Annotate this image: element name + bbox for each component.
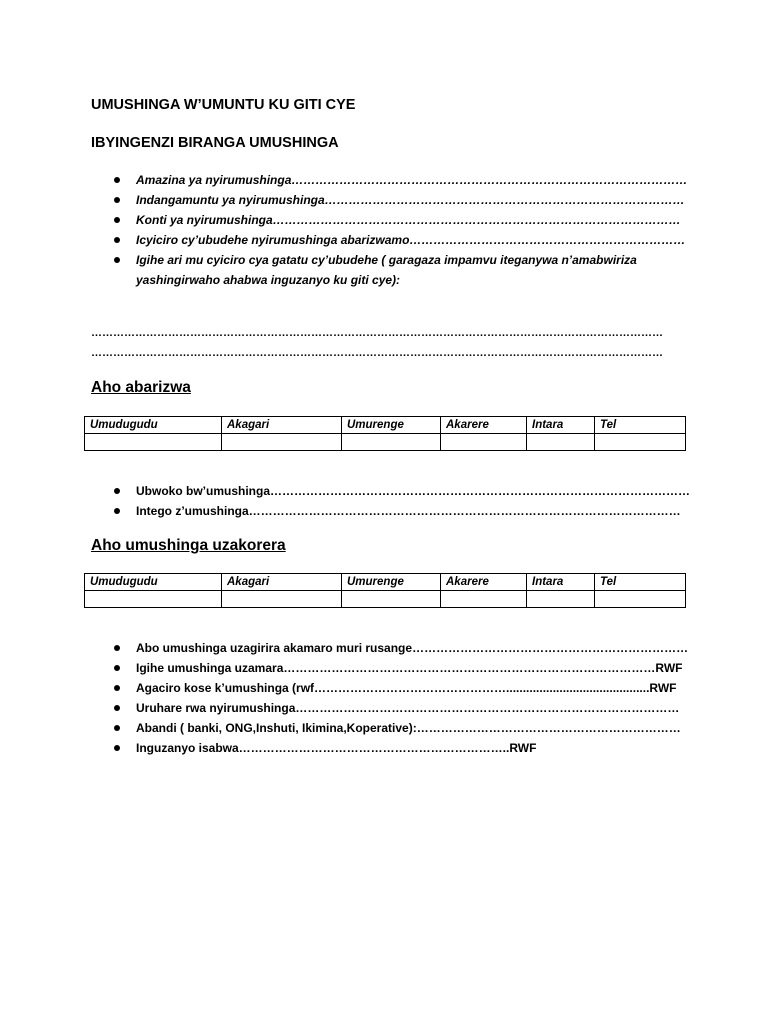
owner-contribution-field[interactable]: Uruhare rwa nyirumushinga…………………………………………………………………………………… <box>136 701 680 715</box>
bullet-icon <box>114 705 120 711</box>
list-item <box>110 738 688 758</box>
table-cell-input[interactable] <box>222 434 342 451</box>
project-duration-field[interactable]: Igihe umushinga uzamara…………………………………………………………………………………RWF <box>136 661 683 675</box>
bullet-icon <box>114 508 120 514</box>
third-category-reason-field[interactable]: Igihe ari mu cyiciro cya gatatu cy’ubudehe ( garagaza impamvu iteganywa n’amabwiriza yashingirwaho ahabwa inguzanyo ku giti cye): <box>136 253 637 287</box>
table-cell-input[interactable] <box>342 591 441 608</box>
column-header: Umurenge <box>342 574 441 591</box>
list-item <box>110 658 688 678</box>
table-row <box>85 434 686 451</box>
column-header: Tel <box>595 574 686 591</box>
column-header: Umudugudu <box>85 574 222 591</box>
project-type-list <box>110 481 690 521</box>
column-header: Tel <box>595 417 686 434</box>
table-row <box>85 591 686 608</box>
column-header: Umudugudu <box>85 417 222 434</box>
column-header: Akarere <box>441 574 527 591</box>
table-cell-input[interactable] <box>222 591 342 608</box>
list-item <box>110 230 687 250</box>
project-location-table <box>84 573 686 608</box>
table-cell-input[interactable] <box>85 434 222 451</box>
project-type-field[interactable]: Ubwoko bw’umushinga…………………………………………………………………………………………… <box>136 484 690 498</box>
owner-id-field[interactable]: Indangamuntu ya nyirumushinga……………………………………………………………………………… <box>136 193 685 207</box>
list-item <box>110 210 687 230</box>
bullet-icon <box>114 745 120 751</box>
answer-line[interactable]: ………………………………………………………………………………………………………………………………………… <box>91 347 663 359</box>
answer-line[interactable]: ………………………………………………………………………………………………………………………………………… <box>91 327 663 339</box>
section-heading-residence: Aho abarizwa <box>91 379 191 396</box>
column-header: Umurenge <box>342 417 441 434</box>
owner-name-field[interactable]: Amazina ya nyirumushinga……………………………………………………………………………………… <box>136 173 688 187</box>
list-item <box>110 190 687 210</box>
project-goals-field[interactable]: Intego z’umushinga……………………………………………………………………………………………… <box>136 504 681 518</box>
owner-account-field[interactable]: Konti ya nyirumushinga………………………………………………………………………………………… <box>136 213 681 227</box>
table-header-row <box>85 417 686 434</box>
bullet-icon <box>114 725 120 731</box>
document-subtitle: IBYINGENZI BIRANGA UMUSHINGA <box>91 135 339 151</box>
table-cell-input[interactable] <box>441 591 527 608</box>
list-item <box>110 250 676 290</box>
other-partners-field[interactable]: Abandi ( banki, ONG,Inshuti, Ikimina,Koperative):………………………………………………………… <box>136 721 681 735</box>
list-item <box>110 638 688 658</box>
table-cell-input[interactable] <box>595 434 686 451</box>
list-item <box>110 678 688 698</box>
project-details-list <box>110 170 687 290</box>
table-cell-input[interactable] <box>527 434 595 451</box>
list-item <box>110 698 688 718</box>
table-cell-input[interactable] <box>441 434 527 451</box>
column-header: Akagari <box>222 574 342 591</box>
beneficiaries-field[interactable]: Abo umushinga uzagirira akamaro muri rusange…………………………………………………………… <box>136 641 689 655</box>
section-heading-project-location: Aho umushinga uzakorera <box>91 537 286 554</box>
list-item <box>110 170 687 190</box>
project-value-field[interactable]: Agaciro kose k’umushinga (rwf…………………………………………...........................................RWF <box>136 681 677 695</box>
list-item <box>110 501 690 521</box>
bullet-icon <box>114 488 120 494</box>
project-finance-list <box>110 638 688 758</box>
table-cell-input[interactable] <box>595 591 686 608</box>
ubudehe-category-field[interactable]: Icyiciro cy’ubudehe nyirumushinga abarizwamo…………………………………………………………… <box>136 233 686 247</box>
residence-table <box>84 416 686 451</box>
bullet-icon <box>114 237 120 243</box>
document-title: UMUSHINGA W’UMUNTU KU GITI CYE <box>91 97 356 113</box>
column-header: Akagari <box>222 417 342 434</box>
table-header-row <box>85 574 686 591</box>
table-cell-input[interactable] <box>527 591 595 608</box>
table-cell-input[interactable] <box>342 434 441 451</box>
list-item <box>110 481 690 501</box>
column-header: Akarere <box>441 417 527 434</box>
column-header: Intara <box>527 574 595 591</box>
requested-loan-field[interactable]: Inguzanyo isabwa…………………………………………………………..RWF <box>136 741 537 755</box>
bullet-icon <box>114 197 120 203</box>
list-item <box>110 718 688 738</box>
bullet-icon <box>114 645 120 651</box>
bullet-icon <box>114 685 120 691</box>
bullet-icon <box>114 177 120 183</box>
bullet-icon <box>114 217 120 223</box>
column-header: Intara <box>527 417 595 434</box>
table-cell-input[interactable] <box>85 591 222 608</box>
bullet-icon <box>114 257 120 263</box>
bullet-icon <box>114 665 120 671</box>
